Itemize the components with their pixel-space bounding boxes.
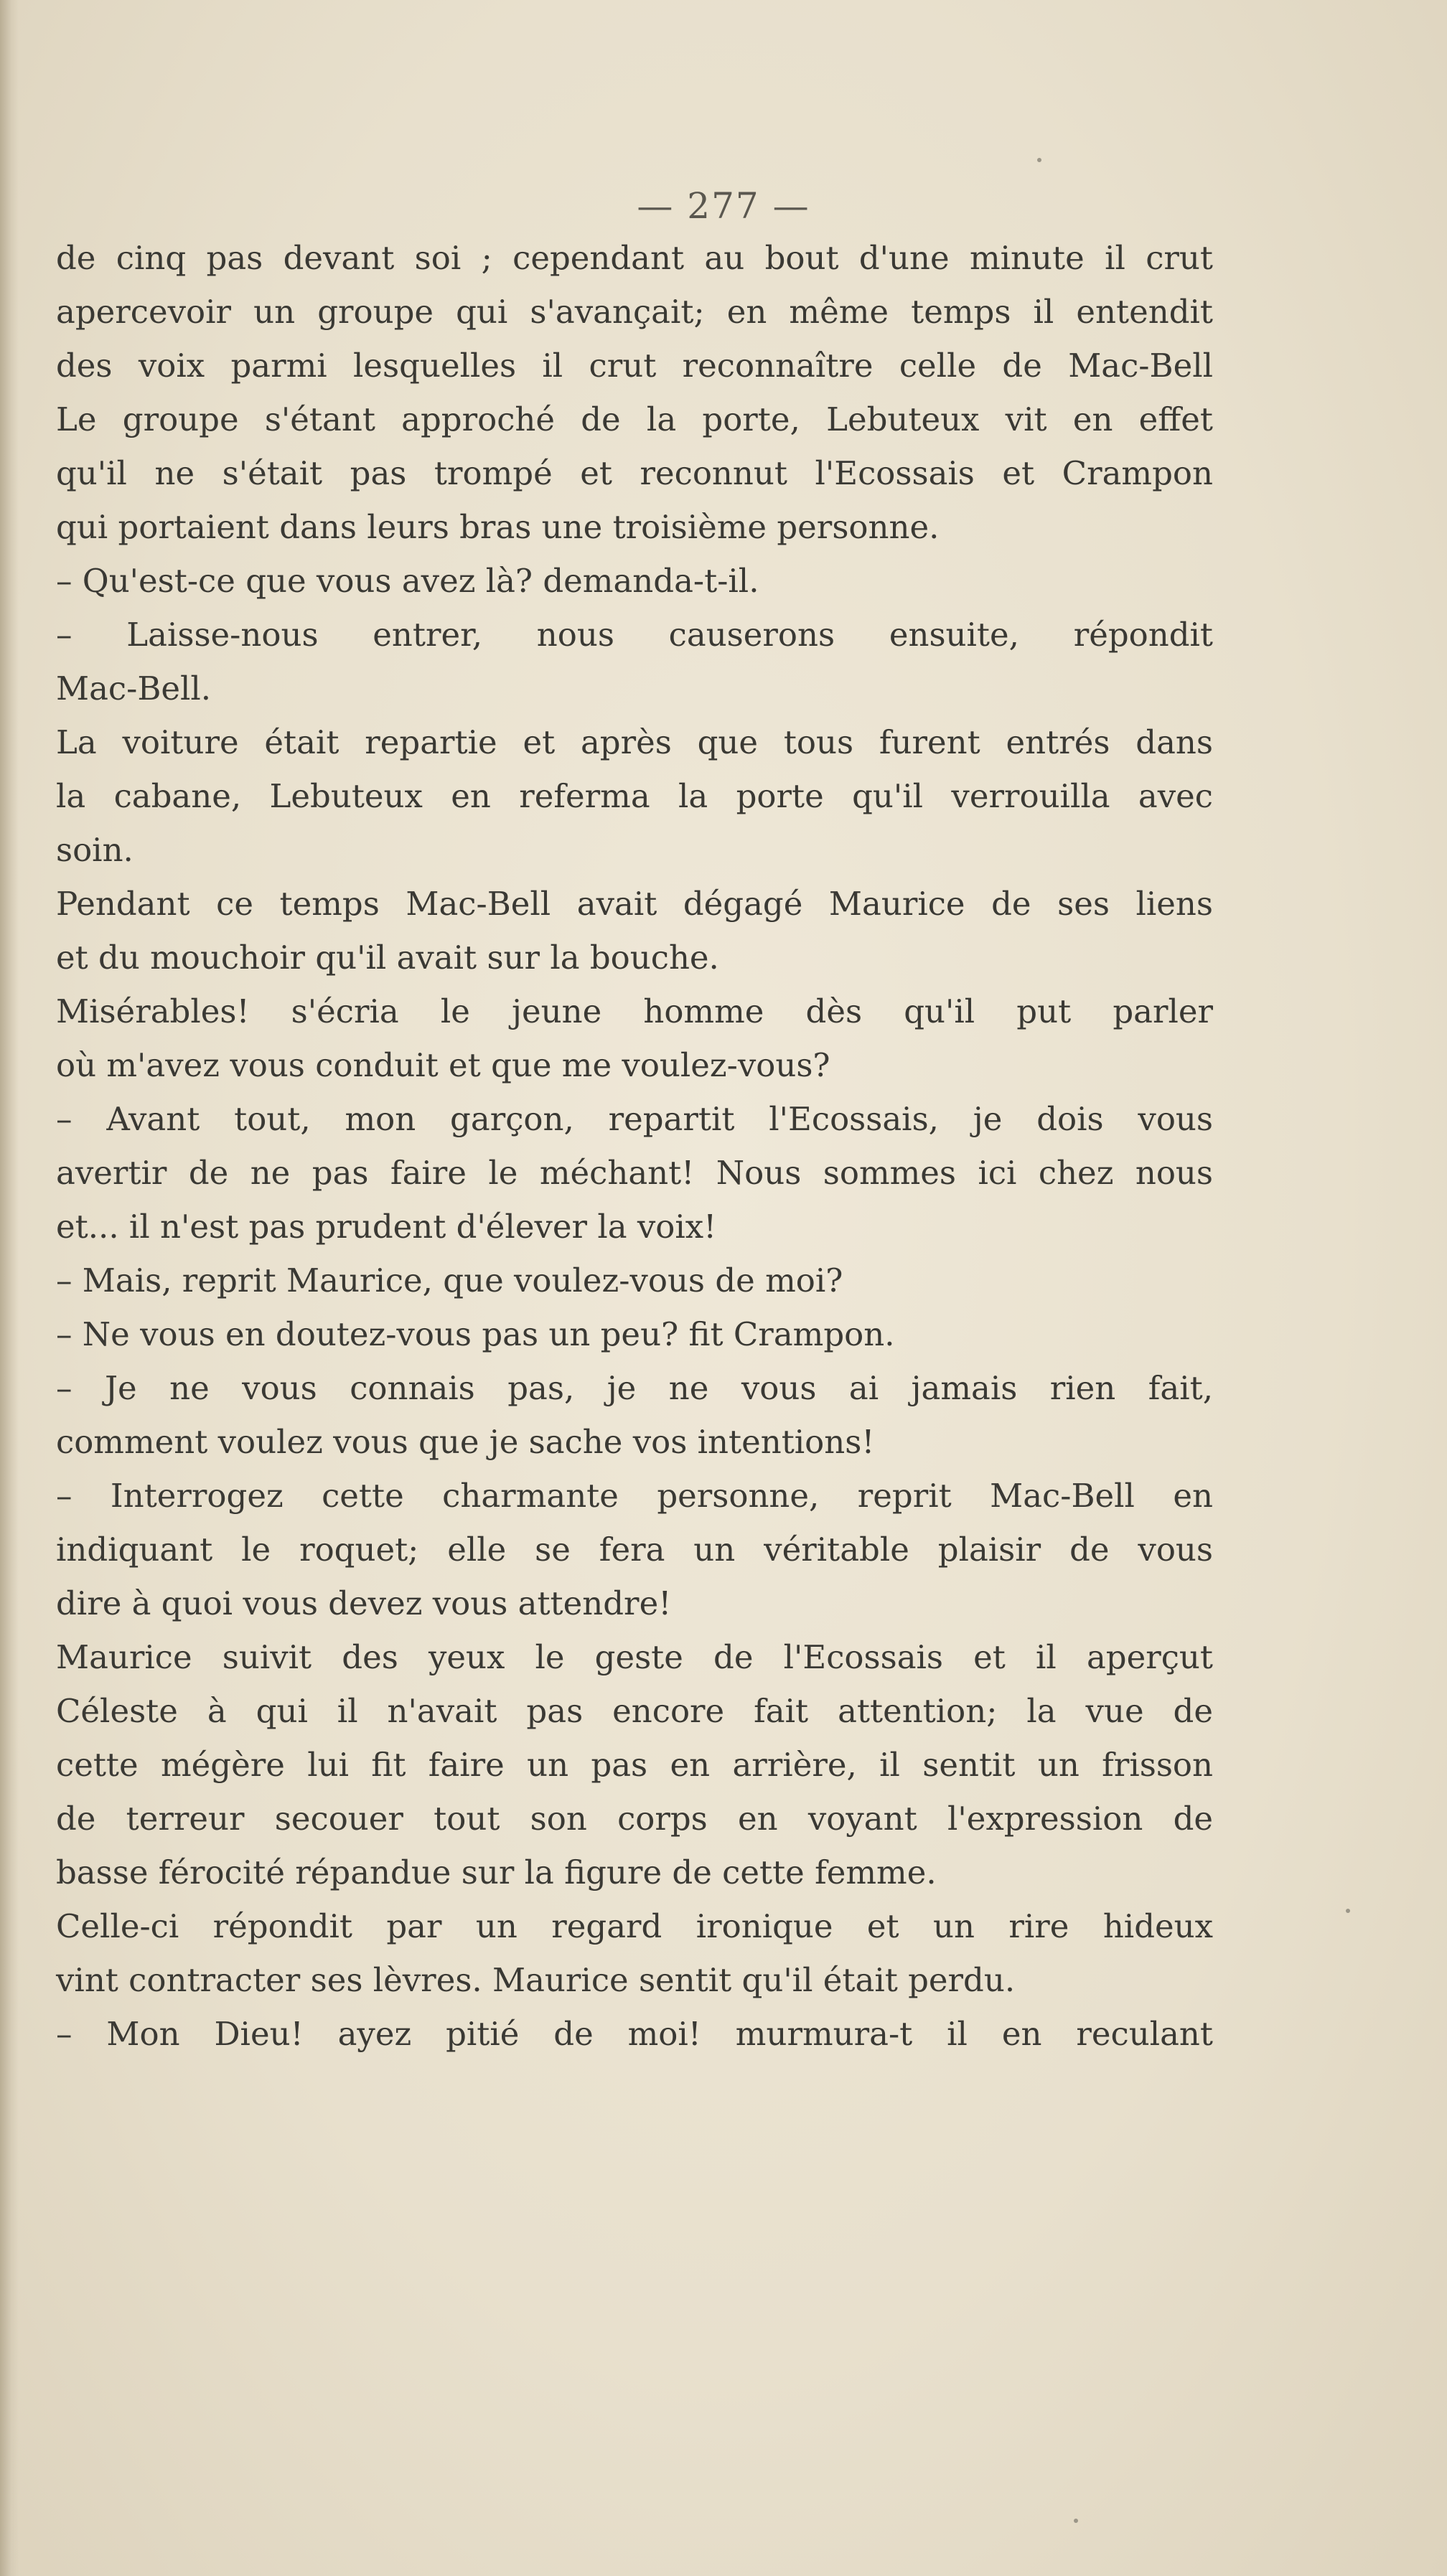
text-line: Celle-ci répondit par un regard ironique et un rire hideux bbox=[56, 1907, 1213, 1945]
text-line: – Je ne vous connais pas, je ne vous ai jamais rien fait, bbox=[56, 1369, 1213, 1407]
text-line: qu'il ne s'était pas trompé et reconnut l'Ecossais et Crampon bbox=[56, 454, 1213, 492]
text-line: – Laisse-nous entrer, nous causerons ensuite, répondit bbox=[56, 616, 1213, 654]
body-text bbox=[56, 231, 1213, 2061]
text-line: où m'avez vous conduit et que me voulez-vous? bbox=[56, 1046, 830, 1084]
text-line: Le groupe s'étant approché de la porte, Lebuteux vit en effet bbox=[56, 400, 1213, 438]
text-line: Maurice suivit des yeux le geste de l'Ecossais et il aperçut bbox=[56, 1638, 1213, 1676]
text-line: – Qu'est-ce que vous avez là? demanda-t-il. bbox=[56, 562, 759, 600]
text-line: apercevoir un groupe qui s'avançait; en même temps il entendit bbox=[56, 293, 1213, 331]
text-line: et... il n'est pas prudent d'élever la voix! bbox=[56, 1208, 717, 1246]
text-line: et du mouchoir qu'il avait sur la bouche. bbox=[56, 939, 719, 977]
text-line: – Interrogez cette charmante personne, reprit Mac-Bell en bbox=[56, 1477, 1213, 1515]
text-line: – Mon Dieu! ayez pitié de moi! murmura-t il en reculant bbox=[56, 2015, 1213, 2053]
text-line: Céleste à qui il n'avait pas encore fait attention; la vue de bbox=[56, 1692, 1213, 1730]
page-number: — 277 — bbox=[637, 185, 810, 227]
text-line: – Avant tout, mon garçon, repartit l'Ecossais, je dois vous bbox=[56, 1100, 1213, 1138]
text-line: comment voulez vous que je sache vos intentions! bbox=[56, 1423, 875, 1461]
text-line: cette mégère lui fit faire un pas en arrière, il sentit un frisson bbox=[56, 1746, 1213, 1784]
paper-speck bbox=[1074, 2519, 1078, 2523]
paper-speck bbox=[1037, 158, 1041, 162]
text-line: des voix parmi lesquelles il crut reconnaître celle de Mac-Bell bbox=[56, 347, 1213, 385]
text-line: – Ne vous en doutez-vous pas un peu? fit Crampon. bbox=[56, 1315, 895, 1353]
text-line: – Mais, reprit Maurice, que voulez-vous de moi? bbox=[56, 1261, 843, 1299]
text-line: avertir de ne pas faire le méchant! Nous sommes ici chez nous bbox=[56, 1154, 1213, 1192]
text-line: basse férocité répandue sur la figure de cette femme. bbox=[56, 1853, 937, 1891]
text-line: indiquant le roquet; elle se fera un véritable plaisir de vous bbox=[56, 1531, 1213, 1569]
text-line: la cabane, Lebuteux en referma la porte qu'il verrouilla avec bbox=[56, 777, 1213, 815]
text-line: dire à quoi vous devez vous attendre! bbox=[56, 1584, 672, 1622]
paper-speck bbox=[1346, 1909, 1350, 1913]
text-line: de terreur secouer tout son corps en voyant l'expression de bbox=[56, 1800, 1213, 1838]
text-line: vint contracter ses lèvres. Maurice sentit qu'il était perdu. bbox=[56, 1961, 1016, 1999]
text-line: qui portaient dans leurs bras une troisième personne. bbox=[56, 508, 940, 546]
text-line: La voiture était repartie et après que tous furent entrés dans bbox=[56, 723, 1213, 761]
text-line: Pendant ce temps Mac-Bell avait dégagé Maurice de ses liens bbox=[56, 885, 1213, 923]
text-line: soin. bbox=[56, 831, 134, 869]
page-gutter-shadow bbox=[0, 0, 19, 2576]
text-line: Mac-Bell. bbox=[56, 669, 212, 708]
text-line: Misérables! s'écria le jeune homme dès qu'il put parler bbox=[56, 992, 1213, 1030]
text-line: de cinq pas devant soi ; cependant au bout d'une minute il crut bbox=[56, 239, 1213, 277]
